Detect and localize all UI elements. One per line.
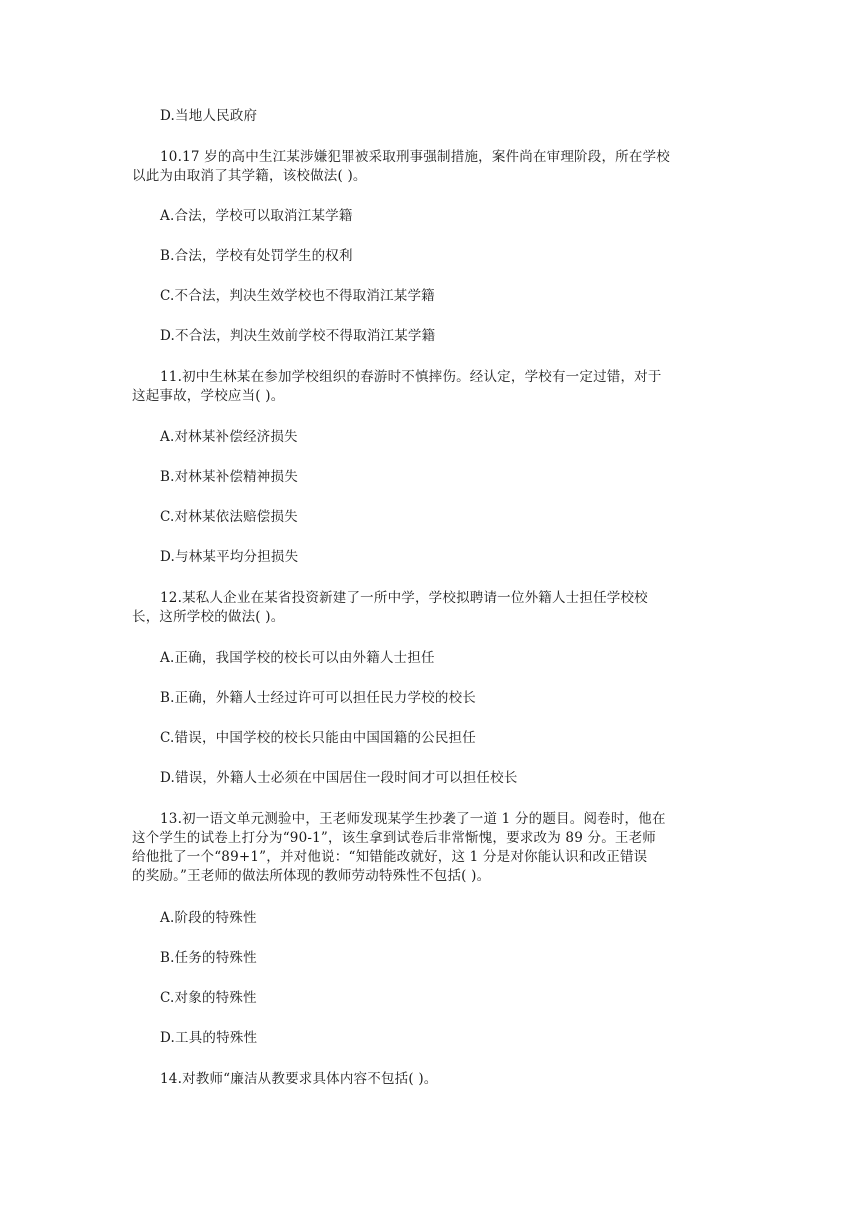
option-a-q12: A.正确，我国学校的校长可以由外籍人士担任 — [160, 650, 435, 666]
option-b-q11: B.对林某补偿精神损失 — [160, 469, 298, 485]
option-d-q10: D.不合法，判决生效前学校不得取消江某学籍 — [160, 328, 436, 344]
question-13-line-3: 给他批了一个“89+1”，并对他说：“知错能改就好，这 1 分是对你能认识和改正错误 — [132, 849, 648, 865]
question-12-line-1: 12.某私人企业在某省投资新建了一所中学，学校拟聘请一位外籍人士担任学校校 — [160, 590, 648, 606]
option-b-q13: B.任务的特殊性 — [160, 950, 257, 966]
question-13-line-4: 的奖励。”王老师的做法所体现的教师劳动特殊性不包括( )。 — [132, 868, 491, 884]
option-c-q11: C.对林某依法赔偿损失 — [160, 509, 298, 525]
question-10-line-1: 10.17 岁的高中生江某涉嫌犯罪被采取刑事强制措施，案件尚在审理阶段，所在学校 — [160, 149, 670, 165]
option-a-q10: A.合法，学校可以取消江某学籍 — [160, 208, 353, 224]
question-14-line-1: 14.对教师“廉洁从教要求具体内容不包括( )。 — [160, 1071, 438, 1087]
option-a-q13: A.阶段的特殊性 — [160, 910, 257, 926]
question-11-line-2: 这起事故，学校应当( )。 — [132, 388, 285, 404]
option-d-q12: D.错误，外籍人士必须在中国居住一段时间才可以担任校长 — [160, 770, 518, 786]
question-13-line-1: 13.初一语文单元测验中，王老师发现某学生抄袭了一道 1 分的题目。阅卷时，他在 — [160, 811, 666, 827]
option-d-q11: D.与林某平均分担损失 — [160, 549, 299, 565]
question-13-line-2: 这个学生的试卷上打分为“90-1”，该生拿到试卷后非常惭愧，要求改为 89 分。王老师 — [132, 830, 656, 846]
option-c-q13: C.对象的特殊性 — [160, 990, 257, 1006]
option-c-q12: C.错误，中国学校的校长只能由中国国籍的公民担任 — [160, 730, 476, 746]
option-d-q9: D.当地人民政府 — [160, 108, 258, 124]
option-a-q11: A.对林某补偿经济损失 — [160, 429, 298, 445]
question-12-line-2: 长，这所学校的做法( )。 — [132, 609, 285, 625]
question-10-line-2: 以此为由取消了其学籍，该校做法( )。 — [132, 168, 367, 184]
option-c-q10: C.不合法，判决生效学校也不得取消江某学籍 — [160, 288, 435, 304]
option-d-q13: D.工具的特殊性 — [160, 1030, 258, 1046]
question-11-line-1: 11.初中生林某在参加学校组织的春游时不慎摔伤。经认定，学校有一定过错，对于 — [160, 369, 662, 385]
option-b-q10: B.合法，学校有处罚学生的权利 — [160, 248, 353, 264]
option-b-q12: B.正确，外籍人士经过许可可以担任民力学校的校长 — [160, 690, 477, 706]
